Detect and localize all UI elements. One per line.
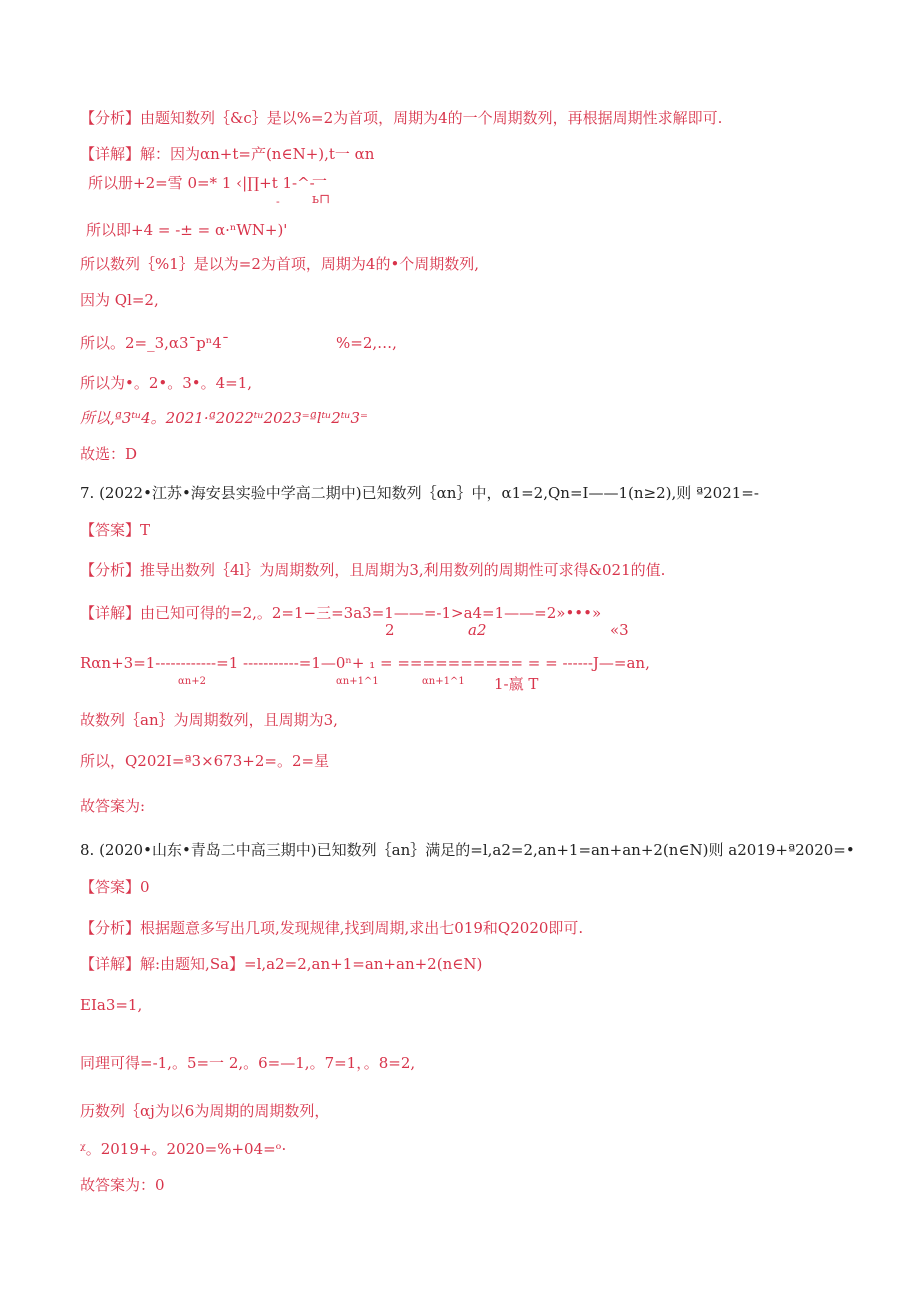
text-fragment: %=2,…, — [336, 334, 397, 352]
text-line: 所以。2=_3,α3¯pⁿ4¯ — [80, 334, 230, 352]
choice-line: 故选：D — [80, 445, 138, 463]
formula-fragment: - — [276, 195, 280, 208]
result-line: 故答案为: — [80, 797, 146, 815]
answer-line: 【答案】T — [80, 521, 151, 539]
text-line: 所以，Q202I=ª3×673+2=。2=星 — [80, 752, 330, 770]
formula-subscript: αn+1^1 — [422, 676, 465, 687]
analysis-line: 【分析】根据题意多写出几项,发现规律,找到周期,求出七019和Q2020即可. — [80, 919, 584, 937]
solution-line: 【详解】解：因为αn+t=产(n∈N+),t一 αn — [80, 145, 375, 163]
question-7: 7. (2022•江苏•海安县实验中学高二期中)已知数列｛αn｝中，α1=2,Qn=I——1(n≥2),则 ª2021=- — [80, 484, 759, 502]
text-line: ᵡ。2019+。2020=%+04=ᵒ· — [80, 1140, 287, 1158]
formula-line: Rαn+3=1------------=1 -----------=1—0ⁿ+ ₁ = ========== = = ------J—=an, — [80, 654, 650, 672]
formula-fragment: 一 — [312, 172, 328, 190]
formula-fragment: 1-嬴 T — [494, 675, 539, 693]
analysis-line: 【分析】由题知数列｛&c｝是以%=2为首项，周期为4的一个周期数列，再根据周期性求解即可. — [80, 109, 723, 127]
formula-subscript: αn+2 — [178, 676, 206, 687]
text-line: 所以数列｛%1｝是以为=2为首项，周期为4的•个周期数列, — [80, 255, 480, 273]
formula-fragment: 2 — [385, 621, 395, 639]
text-line: 所以为•。2•。3•。4=1, — [80, 374, 253, 392]
formula-fragment: «3 — [610, 621, 629, 639]
result-line: 故答案为：0 — [80, 1176, 165, 1194]
answer-line: 【答案】0 — [80, 878, 150, 896]
formula-fragment: a2 — [468, 621, 487, 639]
text-line: 历数列｛αj为以6为周期的周期数列， — [80, 1102, 330, 1120]
formula-line: 所以册+2=雪 0=* 1 ‹|∏+t 1-^- — [88, 174, 315, 192]
solution-line: 【详解】解:由题知,Sa】=l,a2=2,an+1=an+an+2(n∈N) — [80, 955, 483, 973]
formula-subscript: αn+1^1 — [336, 676, 379, 687]
formula-fragment: ь⊓ — [312, 192, 330, 207]
text-line: 故数列｛an｝为周期数列，且周期为3, — [80, 711, 338, 729]
solution-line: 【详解】由已知可得的=2,。2=1−三=3a3=1——=-1>a4=1——=2»•••» — [80, 604, 602, 622]
text-line: EIa3=1, — [80, 996, 143, 1014]
formula-line: 所以即+4 = -± = α·ⁿWN+)' — [86, 221, 288, 239]
text-line: 同理可得=-1,。5=一 2,。6=—1,。7=1，。8=2, — [80, 1054, 416, 1072]
analysis-line: 【分析】推导出数列｛4l｝为周期数列，且周期为3,利用数列的周期性可求得&021的值. — [80, 561, 666, 579]
text-line: 所以,ª3ᵗᵘ4。2021·ª2022ᵗᵘ2023⁼ªlᵗᵘ2ᵗᵘ3⁼ — [80, 409, 368, 427]
question-8: 8. (2020•山东•青岛二中高三期中)已知数列｛an｝满足的=l,a2=2,an+1=an+an+2(n∈N)则 a2019+ª2020=• — [80, 841, 855, 859]
text-line: 因为 Ql=2, — [80, 291, 159, 309]
